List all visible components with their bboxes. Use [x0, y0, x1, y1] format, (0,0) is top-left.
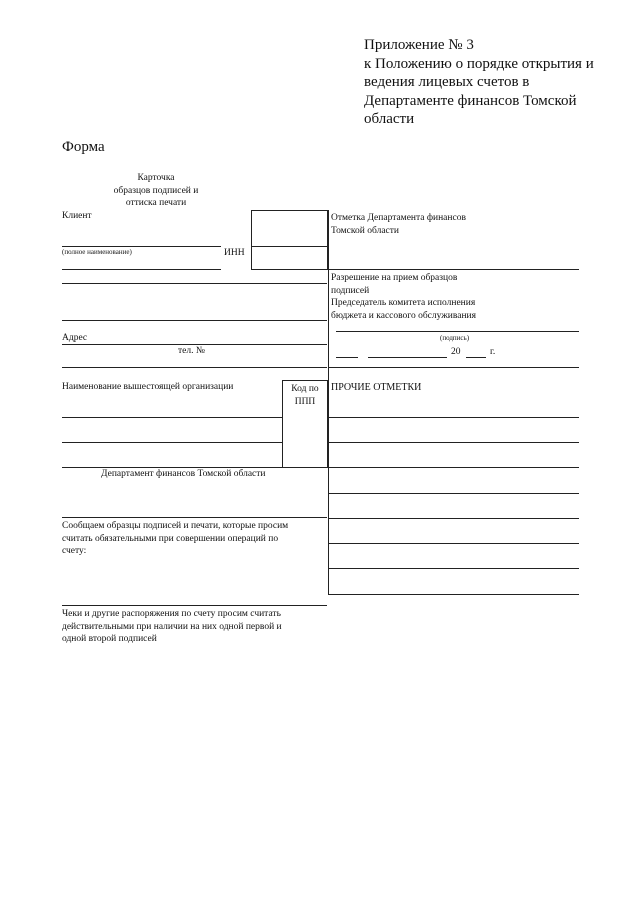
permission-line: Разрешение на прием образцов — [331, 273, 458, 283]
client-name-line-2[interactable] — [62, 269, 221, 270]
other-marks-line-8[interactable] — [328, 594, 579, 595]
appendix-header-line: ведения лицевых счетов в — [364, 74, 530, 90]
ppp-code-label-line: ППП — [294, 396, 316, 407]
appendix-header-line: к Положению о порядке открытия и — [364, 55, 594, 72]
client-label: Клиент — [62, 211, 92, 221]
notice-end-line — [62, 605, 327, 606]
permission-text — [331, 272, 476, 322]
date-year-suffix: г. — [490, 347, 496, 357]
card-title — [86, 172, 226, 210]
card-title-line: образцов подписей и — [113, 185, 199, 196]
other-marks-line-2[interactable] — [328, 442, 579, 443]
notice-line: счету: — [62, 546, 87, 556]
date-year-prefix: 20 — [451, 347, 461, 357]
address-line[interactable] — [62, 344, 327, 345]
inn-box[interactable] — [251, 210, 328, 270]
dept-mark-bottom-line — [328, 269, 579, 270]
appendix-header-line: Департаменте финансов Томской — [364, 92, 577, 109]
ppp-code-label-line: Код по — [291, 384, 319, 394]
appendix-header-line: Приложение № 3 — [364, 37, 474, 53]
address-label: Адрес — [62, 333, 88, 343]
dept-mark-text — [331, 212, 466, 237]
other-marks-line-1[interactable] — [328, 417, 579, 418]
other-marks-label: ПРОЧИЕ ОТМЕТКИ — [331, 382, 422, 393]
parent-org-line-1[interactable] — [62, 417, 282, 418]
date-day-line[interactable] — [336, 357, 358, 358]
card-title-line: оттиска печати — [125, 198, 187, 208]
notice-line: Сообщаем образцы подписей и печати, которые просим — [62, 521, 289, 531]
parent-org-line-2[interactable] — [62, 442, 282, 443]
cheques-line: Чеки и другие распоряжения по счету просим считать — [62, 609, 281, 619]
phone-line[interactable] — [62, 367, 327, 368]
signature-caption: (подпись) — [440, 334, 470, 342]
permission-line: Председатель комитета исполнения — [331, 298, 476, 308]
ppp-code-label — [282, 383, 328, 408]
other-marks-line-7[interactable] — [328, 568, 579, 569]
cheques-line: действительными при наличии на них одной первой и — [62, 621, 282, 632]
cheques-text — [62, 608, 282, 646]
client-line-4[interactable] — [62, 320, 327, 321]
other-marks-line-3[interactable] — [328, 467, 579, 468]
parent-org-label: Наименование вышестоящей организации — [62, 382, 234, 392]
signature-line[interactable] — [336, 331, 579, 332]
cheques-line: одной второй подписей — [62, 634, 157, 644]
form-label: Форма — [62, 139, 105, 155]
client-name-line[interactable] — [62, 246, 221, 247]
department-line[interactable] — [62, 517, 327, 518]
other-marks-line-4[interactable] — [328, 493, 579, 494]
column-divider — [328, 210, 329, 595]
parent-org-line-3[interactable] — [62, 467, 327, 468]
client-line-3[interactable] — [62, 283, 327, 284]
dept-mark-line: Отметка Департамента финансов — [331, 213, 466, 223]
phone-label: тел. № — [178, 346, 205, 356]
inn-box-divider — [251, 246, 328, 247]
full-name-caption: (полное наименование) — [62, 248, 132, 256]
card-title-line: Карточка — [137, 173, 175, 183]
notice-line: считать обязательными при совершении операций по — [62, 533, 279, 544]
other-marks-line-5[interactable] — [328, 518, 579, 519]
date-year-line[interactable] — [466, 357, 486, 358]
permission-line: подписей — [331, 285, 370, 296]
notice-text — [62, 520, 288, 558]
other-marks-line-6[interactable] — [328, 543, 579, 544]
appendix-header-line: области — [364, 111, 415, 127]
inn-label: ИНН — [224, 248, 245, 258]
permission-line: бюджета и кассового обслуживания — [331, 310, 477, 321]
appendix-header — [364, 36, 594, 129]
department-label: Департамент финансов Томской области — [101, 469, 266, 479]
dept-mark-line: Томской области — [331, 225, 399, 236]
date-month-line[interactable] — [368, 357, 447, 358]
permission-bottom-line — [328, 367, 579, 368]
